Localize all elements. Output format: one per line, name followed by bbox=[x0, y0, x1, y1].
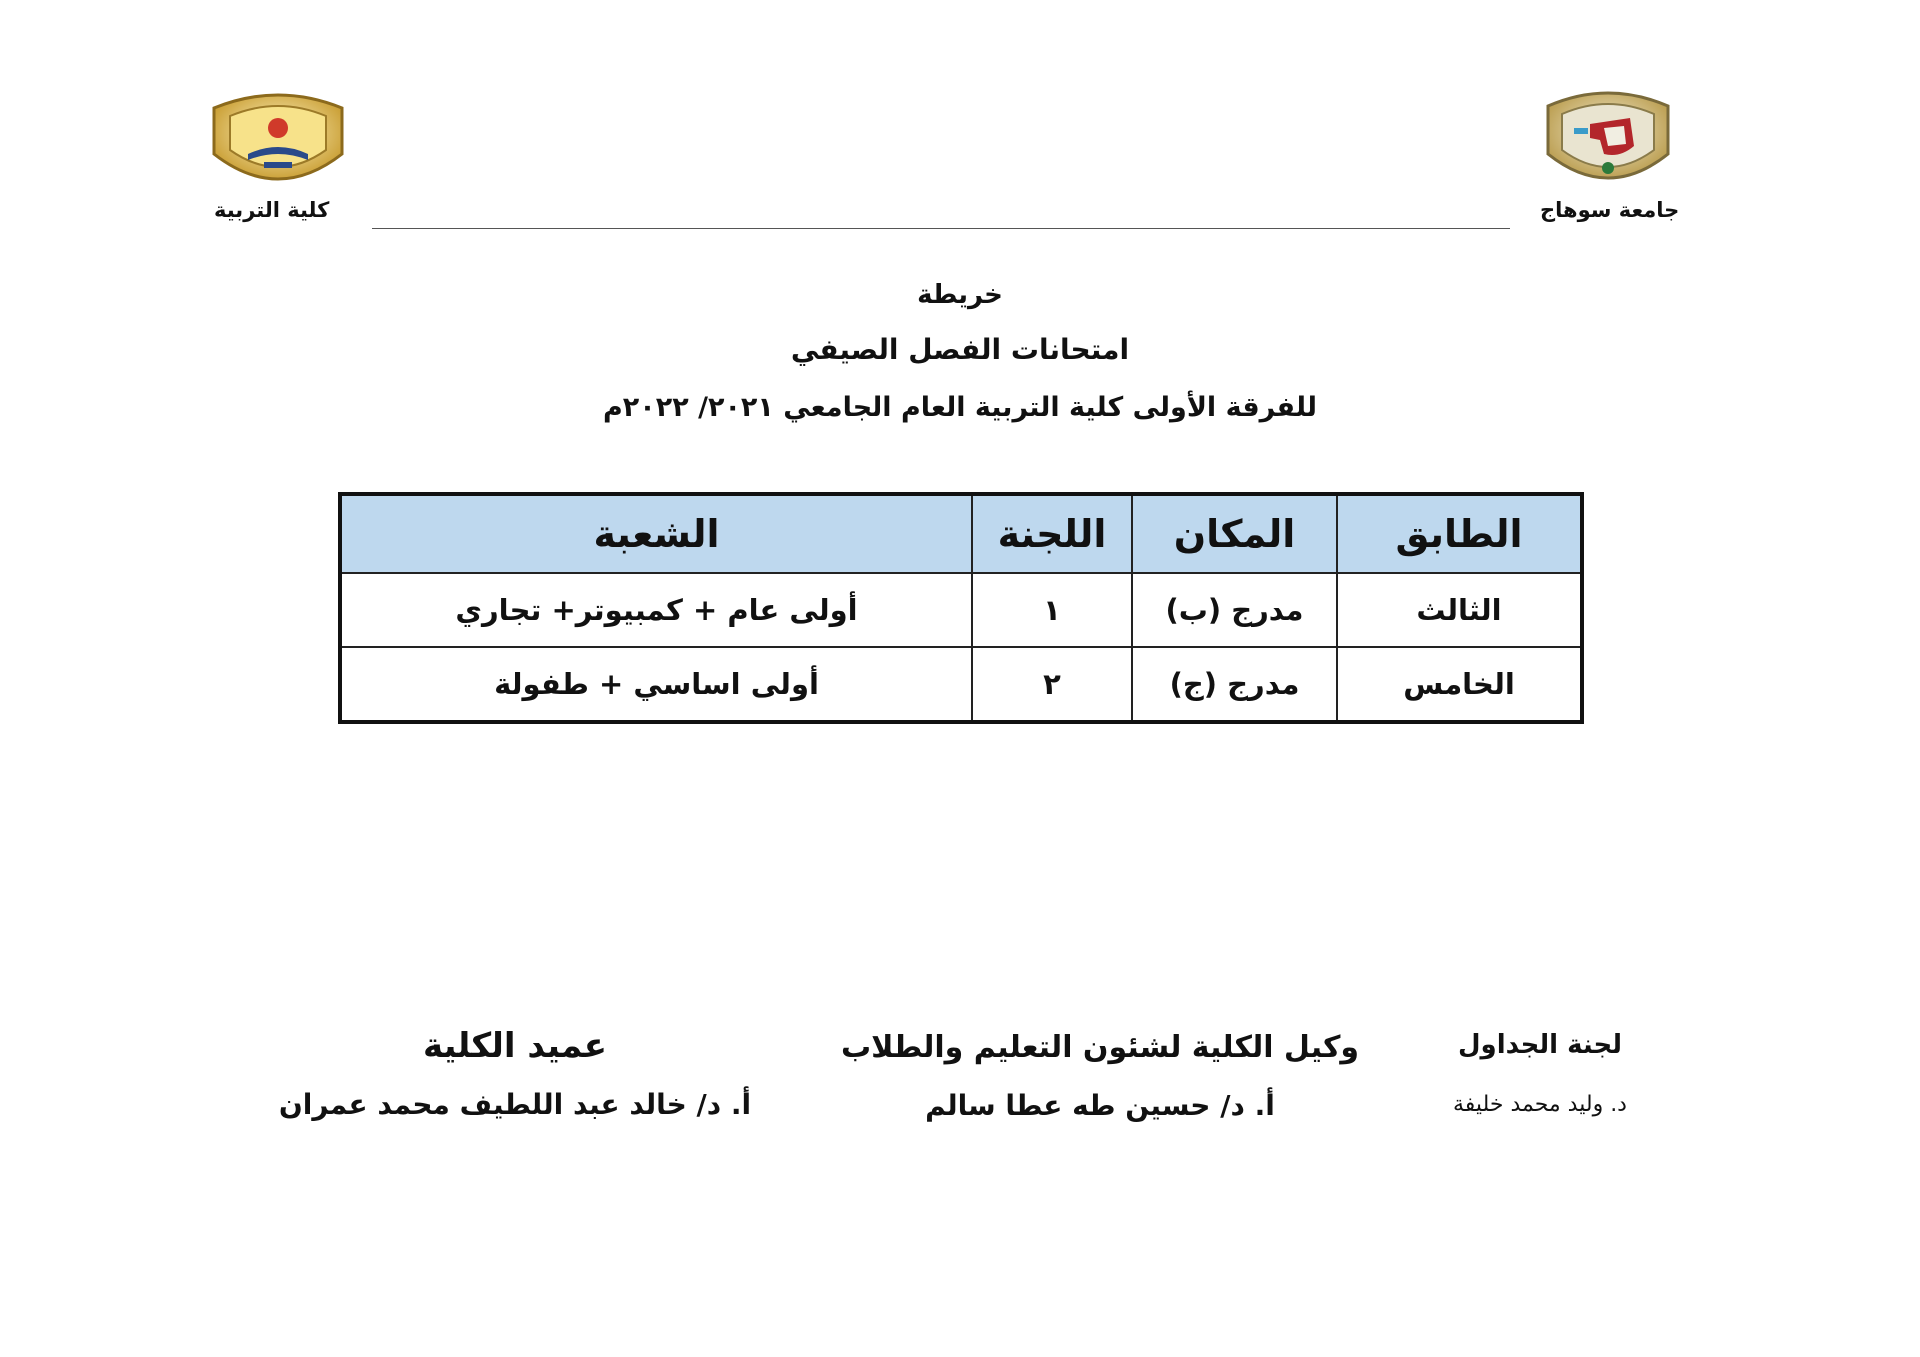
column-header-division: الشعبة bbox=[340, 494, 972, 573]
header-divider bbox=[372, 228, 1510, 229]
cell-floor: الثالث bbox=[1337, 573, 1582, 647]
signature-title: لجنة الجداول bbox=[1458, 1030, 1622, 1060]
cell-division: أولى اساسي + طفولة bbox=[340, 647, 972, 722]
document-subtitle: امتحانات الفصل الصيفي bbox=[790, 333, 1130, 366]
faculty-name: كلية التربية bbox=[214, 198, 330, 222]
cell-location: مدرج (ج) bbox=[1132, 647, 1337, 722]
table-row bbox=[340, 647, 1582, 722]
table-header-row bbox=[340, 494, 1582, 573]
signature-committee bbox=[1390, 1030, 1690, 1117]
column-header-floor: الطابق bbox=[1337, 494, 1582, 573]
cell-location: مدرج (ب) bbox=[1132, 573, 1337, 647]
table-row bbox=[340, 573, 1582, 647]
signature-dean bbox=[230, 1026, 800, 1121]
cell-committee: ٢ bbox=[972, 647, 1132, 722]
signature-name: أ. د/ حسين طه عطا سالم bbox=[925, 1089, 1275, 1122]
column-header-committee: اللجنة bbox=[972, 494, 1132, 573]
faculty-of-education-emblem-icon bbox=[204, 88, 352, 198]
signature-title: وكيل الكلية لشئون التعليم والطلاب bbox=[840, 1030, 1360, 1065]
signature-name: أ. د/ خالد عبد اللطيف محمد عمران bbox=[278, 1088, 752, 1121]
exam-locations-table bbox=[338, 492, 1584, 724]
signature-name: د. وليد محمد خليفة bbox=[1453, 1092, 1627, 1117]
signature-title: عميد الكلية bbox=[423, 1026, 607, 1066]
sohag-university-seal-icon bbox=[1534, 84, 1682, 194]
cell-committee: ١ bbox=[972, 573, 1132, 647]
cell-floor: الخامس bbox=[1337, 647, 1582, 722]
document-title: خريطة bbox=[917, 280, 1003, 310]
document-subheading: للفرقة الأولى كلية التربية العام الجامعي ٢٠٢١/ ٢٠٢٢م bbox=[602, 392, 1318, 423]
column-header-location: المكان bbox=[1132, 494, 1337, 573]
university-name: جامعة سوهاج bbox=[1540, 198, 1680, 222]
cell-division: أولى عام + كمبيوتر+ تجاري bbox=[340, 573, 972, 647]
signature-vice-dean bbox=[840, 1030, 1360, 1122]
